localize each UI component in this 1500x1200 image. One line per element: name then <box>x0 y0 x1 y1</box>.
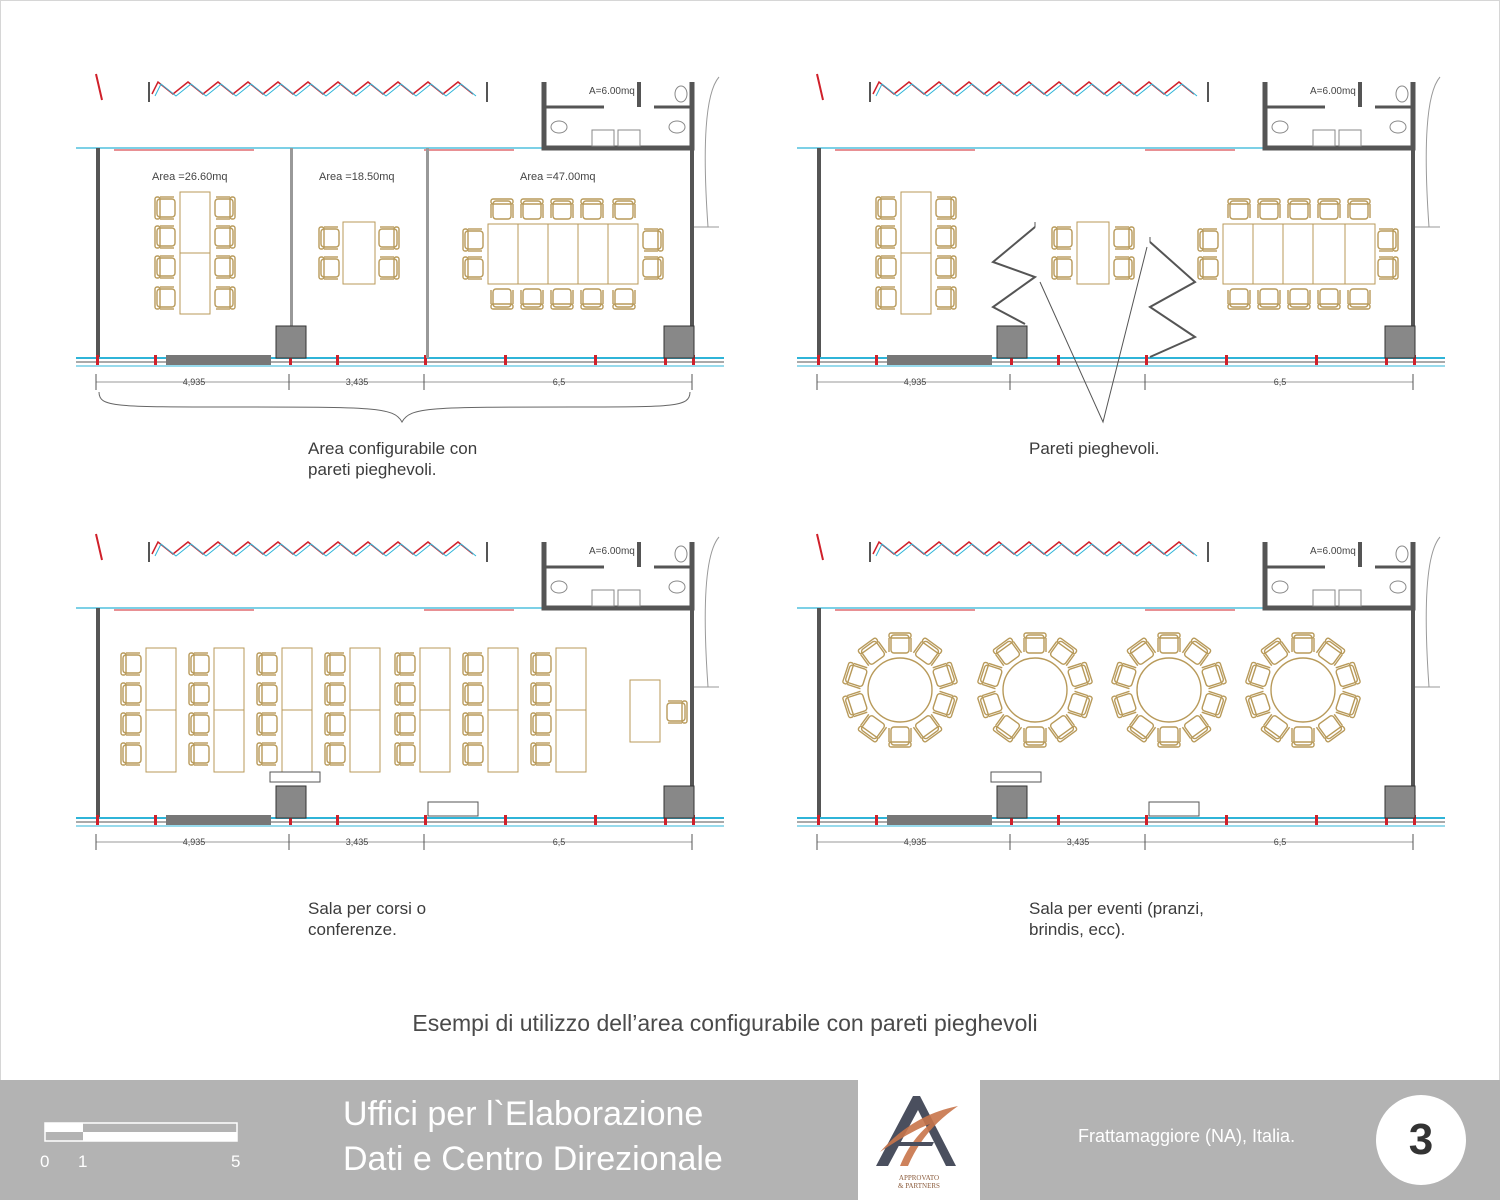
chair <box>613 289 635 309</box>
chair <box>1114 257 1134 279</box>
chair <box>1158 727 1180 747</box>
chair <box>491 289 513 309</box>
dimension-label-1: 6,5 <box>1273 377 1287 387</box>
mullion <box>875 815 878 825</box>
chair <box>1067 691 1093 718</box>
round-table <box>1003 658 1067 722</box>
chair <box>215 197 235 219</box>
floor-plan-4-drawing <box>795 522 1445 892</box>
curved-facade <box>1426 77 1440 227</box>
mullion <box>504 815 507 825</box>
furniture-layout-classroom <box>121 648 687 818</box>
chair <box>1127 637 1157 666</box>
round-table <box>1137 658 1201 722</box>
chair <box>325 683 345 705</box>
floor-plan-2-drawing <box>795 62 1445 432</box>
area-label-2: Area =18.50mq <box>319 171 395 183</box>
toilet-icon <box>669 121 685 133</box>
toilet-icon <box>1396 86 1408 102</box>
chair <box>1111 691 1137 718</box>
sink-icon <box>592 590 614 606</box>
sink-icon <box>1339 130 1361 146</box>
chair <box>1048 713 1078 742</box>
chair <box>531 713 551 735</box>
dimension-label-2: 6,5 <box>552 377 566 387</box>
mullion <box>1225 815 1228 825</box>
chair <box>121 743 141 765</box>
chair <box>463 257 483 279</box>
chair <box>1258 289 1280 309</box>
chair <box>936 197 956 219</box>
mullion <box>875 355 878 365</box>
chair <box>1335 691 1361 718</box>
sink-icon <box>592 130 614 146</box>
chair <box>1378 229 1398 251</box>
chair <box>463 683 483 705</box>
mullion <box>594 355 597 365</box>
chair <box>613 199 635 219</box>
table <box>1223 224 1375 284</box>
folded-partition-1 <box>993 227 1035 324</box>
bench <box>991 772 1041 782</box>
chair <box>155 256 175 278</box>
chair <box>1201 691 1227 718</box>
caption-plan-1: Area configurabile con pareti pieghevoli. <box>308 439 478 479</box>
folding-window-top <box>873 542 1194 554</box>
sink-icon <box>1339 590 1361 606</box>
chair <box>1024 727 1046 747</box>
chair <box>1024 633 1046 653</box>
mullion <box>1145 815 1148 825</box>
mullion <box>1057 355 1060 365</box>
project-title <box>343 1092 723 1182</box>
folding-window-top <box>152 542 473 554</box>
chair <box>1111 662 1137 689</box>
folding-window-top-glass <box>876 84 1197 96</box>
scale-label-5: 5 <box>231 1152 241 1171</box>
scale-bar-graphic <box>44 1122 244 1148</box>
caption-plan-3: Sala per corsi o conferenze. <box>308 899 427 939</box>
chair <box>189 683 209 705</box>
chair <box>1348 199 1370 219</box>
wc-area-label: A=6.00mq <box>589 546 635 557</box>
fixed-panel <box>887 355 992 365</box>
radiator <box>1149 802 1199 816</box>
chair <box>463 743 483 765</box>
table <box>343 222 375 284</box>
chair <box>491 199 513 219</box>
chair <box>1052 257 1072 279</box>
footer-bar <box>0 1080 1500 1200</box>
mullion <box>424 815 427 825</box>
toilet-icon <box>1272 581 1288 593</box>
door-mark <box>96 534 102 560</box>
chair <box>1048 637 1078 666</box>
toilet-icon <box>551 121 567 133</box>
logo-icon <box>858 1080 980 1180</box>
chair <box>1318 199 1340 219</box>
column <box>997 786 1027 818</box>
chair <box>932 691 958 718</box>
sink-icon <box>1313 590 1335 606</box>
door-mark <box>96 74 102 100</box>
chair <box>379 257 399 279</box>
mullion <box>1315 815 1318 825</box>
folded-partition-2 <box>1150 242 1195 357</box>
dimension-label-1: 3,435 <box>1066 837 1090 847</box>
chair <box>215 226 235 248</box>
chair <box>1114 227 1134 249</box>
scale-label-1: 1 <box>78 1152 88 1171</box>
folding-window-top-glass <box>876 544 1197 556</box>
sink-icon <box>618 590 640 606</box>
chair <box>325 743 345 765</box>
round-table <box>868 658 932 722</box>
floor-plan-4 <box>795 522 1445 892</box>
chair <box>643 229 663 251</box>
brace-annotation <box>99 392 690 422</box>
wc-area-label: A=6.00mq <box>1310 546 1356 557</box>
chair <box>667 701 687 723</box>
mullion <box>504 355 507 365</box>
curved-facade <box>705 537 719 687</box>
chair <box>121 653 141 675</box>
chair <box>463 229 483 251</box>
toilet-icon <box>1390 121 1406 133</box>
chair <box>1067 662 1093 689</box>
chair <box>1316 637 1346 666</box>
column <box>997 326 1027 358</box>
door-mark <box>817 74 823 100</box>
chair <box>1052 227 1072 249</box>
chair <box>531 653 551 675</box>
chair <box>889 727 911 747</box>
floor-plan-1-drawing <box>74 62 724 432</box>
chair <box>1292 633 1314 653</box>
logo <box>858 1080 980 1200</box>
chair <box>521 289 543 309</box>
chair <box>1182 713 1212 742</box>
curved-facade <box>705 77 719 227</box>
chair <box>215 287 235 309</box>
chair <box>1228 289 1250 309</box>
mullion <box>817 355 820 365</box>
chair <box>1288 199 1310 219</box>
wc-area-label: A=6.00mq <box>1310 86 1356 97</box>
chair <box>1127 713 1157 742</box>
column-right <box>664 326 694 358</box>
plan-shell <box>797 74 1445 390</box>
main-title: Esempi di utilizzo dell’area configurabile con pareti pieghevoli <box>412 1010 1038 1036</box>
chair <box>531 743 551 765</box>
chair <box>521 199 543 219</box>
toilet-icon <box>669 581 685 593</box>
logo-text-1: APPROVATO <box>898 1174 940 1182</box>
fixed-panel <box>166 355 271 365</box>
door-mark <box>817 534 823 560</box>
chair <box>1316 713 1346 742</box>
caption-plan-4: Sala per eventi (pranzi, brindis, ecc). <box>1029 899 1204 939</box>
toilet-icon <box>675 86 687 102</box>
floor-plan-3 <box>74 522 724 892</box>
mullion <box>96 355 99 365</box>
mullion <box>1145 355 1148 365</box>
chair <box>319 227 339 249</box>
chair <box>876 287 896 309</box>
round-table <box>1271 658 1335 722</box>
column-right <box>1385 786 1415 818</box>
floor-plan-3-drawing <box>74 522 724 892</box>
fixed-panel <box>166 815 271 825</box>
dimension-label-0: 4,935 <box>903 377 927 387</box>
chair <box>395 743 415 765</box>
logo-text-2: & PARTNERS <box>898 1182 940 1190</box>
chair <box>257 683 277 705</box>
chair <box>581 199 603 219</box>
chair <box>913 713 943 742</box>
plan-shell <box>797 534 1445 850</box>
floor-plan-2 <box>795 62 1445 432</box>
plan-shell <box>76 74 724 390</box>
chair <box>581 289 603 309</box>
chair <box>858 713 888 742</box>
chair <box>889 633 911 653</box>
chair <box>1245 691 1271 718</box>
chair <box>993 637 1023 666</box>
bench <box>270 772 320 782</box>
mullion <box>1225 355 1228 365</box>
mullion <box>96 815 99 825</box>
left-wall <box>817 608 821 818</box>
column-right <box>664 786 694 818</box>
folding-window-top <box>873 82 1194 94</box>
project-location: Frattamaggiore (NA), Italia. <box>1078 1126 1296 1146</box>
chair <box>395 653 415 675</box>
project-title-line-1: Uffici per l`Elaborazione <box>343 1095 704 1133</box>
chair <box>932 662 958 689</box>
chair <box>325 653 345 675</box>
left-wall <box>96 608 100 818</box>
chair <box>993 713 1023 742</box>
mullion <box>594 815 597 825</box>
floor-plan-1 <box>74 62 724 432</box>
sink-icon <box>1313 130 1335 146</box>
partition-2 <box>426 148 429 358</box>
radiator <box>428 802 478 816</box>
dimension-label-1: 3,435 <box>345 377 369 387</box>
dimension-label-1: 3,435 <box>345 837 369 847</box>
chair <box>876 226 896 248</box>
dimension-label-0: 4,935 <box>182 837 206 847</box>
chair <box>977 691 1003 718</box>
folding-window-top <box>152 82 473 94</box>
chair <box>977 662 1003 689</box>
wc-area-label: A=6.00mq <box>589 86 635 97</box>
page-number-badge: 3 <box>1376 1095 1466 1185</box>
project-title-line-2: Dati e Centro Direzionale <box>343 1140 723 1178</box>
chair <box>1245 662 1271 689</box>
chair <box>257 653 277 675</box>
chair <box>936 287 956 309</box>
chair <box>215 256 235 278</box>
toilet-icon <box>1272 121 1288 133</box>
chair <box>936 256 956 278</box>
leader-lines <box>1040 247 1147 422</box>
folding-window-top-glass <box>155 544 476 556</box>
left-wall <box>96 148 100 358</box>
chair <box>1292 727 1314 747</box>
chair <box>1201 662 1227 689</box>
chair <box>1198 229 1218 251</box>
scale-label-0: 0 <box>40 1152 50 1171</box>
chair <box>189 743 209 765</box>
chair <box>1378 257 1398 279</box>
chair <box>842 662 868 689</box>
chair <box>1318 289 1340 309</box>
column <box>276 326 306 358</box>
furniture-layout-folded-walls <box>876 192 1398 422</box>
chair <box>1198 257 1218 279</box>
chair <box>876 197 896 219</box>
chair <box>155 226 175 248</box>
area-label-1: Area =26.60mq <box>152 171 228 183</box>
chair <box>1228 199 1250 219</box>
chair <box>1158 633 1180 653</box>
dimension-label-2: 6,5 <box>552 837 566 847</box>
furniture-layout-banquet <box>842 633 1360 818</box>
mullion <box>336 815 339 825</box>
chair <box>189 713 209 735</box>
mullion <box>1057 815 1060 825</box>
chair <box>936 226 956 248</box>
chair <box>1335 662 1361 689</box>
chair <box>189 653 209 675</box>
mullion <box>1315 355 1318 365</box>
chair <box>842 691 868 718</box>
chair <box>319 257 339 279</box>
chair <box>1261 637 1291 666</box>
chair <box>531 683 551 705</box>
dimension-label-2: 6,5 <box>1273 837 1287 847</box>
mullion <box>336 355 339 365</box>
chair <box>395 713 415 735</box>
mullion <box>154 815 157 825</box>
chair <box>1261 713 1291 742</box>
chair <box>121 683 141 705</box>
chair <box>463 713 483 735</box>
chair <box>395 683 415 705</box>
chair <box>1348 289 1370 309</box>
chair <box>858 637 888 666</box>
chair <box>1182 637 1212 666</box>
folding-window-top-glass <box>155 84 476 96</box>
caption-plan-2: Pareti pieghevoli. <box>1029 439 1160 458</box>
table <box>488 224 638 284</box>
chair <box>155 287 175 309</box>
left-wall <box>817 148 821 358</box>
area-label-3: Area =47.00mq <box>520 171 596 183</box>
toilet-icon <box>1396 546 1408 562</box>
toilet-icon <box>675 546 687 562</box>
chair <box>257 743 277 765</box>
chair <box>643 257 663 279</box>
dimension-label-0: 4,935 <box>182 377 206 387</box>
chair <box>463 653 483 675</box>
chair <box>1288 289 1310 309</box>
column <box>276 786 306 818</box>
chair <box>257 713 277 735</box>
column-right <box>1385 326 1415 358</box>
curved-facade <box>1426 537 1440 687</box>
chair <box>551 199 573 219</box>
chair <box>121 713 141 735</box>
toilet-icon <box>551 581 567 593</box>
chair <box>379 227 399 249</box>
chair <box>325 713 345 735</box>
mullion <box>817 815 820 825</box>
dimension-label-0: 4,935 <box>903 837 927 847</box>
table <box>1077 222 1109 284</box>
fixed-panel <box>887 815 992 825</box>
scale-bar <box>40 1122 244 1171</box>
teacher-desk <box>630 680 660 742</box>
chair <box>913 637 943 666</box>
chair <box>155 197 175 219</box>
chair <box>551 289 573 309</box>
sink-icon <box>618 130 640 146</box>
chair <box>1258 199 1280 219</box>
chair <box>876 256 896 278</box>
mullion <box>154 355 157 365</box>
toilet-icon <box>1390 581 1406 593</box>
